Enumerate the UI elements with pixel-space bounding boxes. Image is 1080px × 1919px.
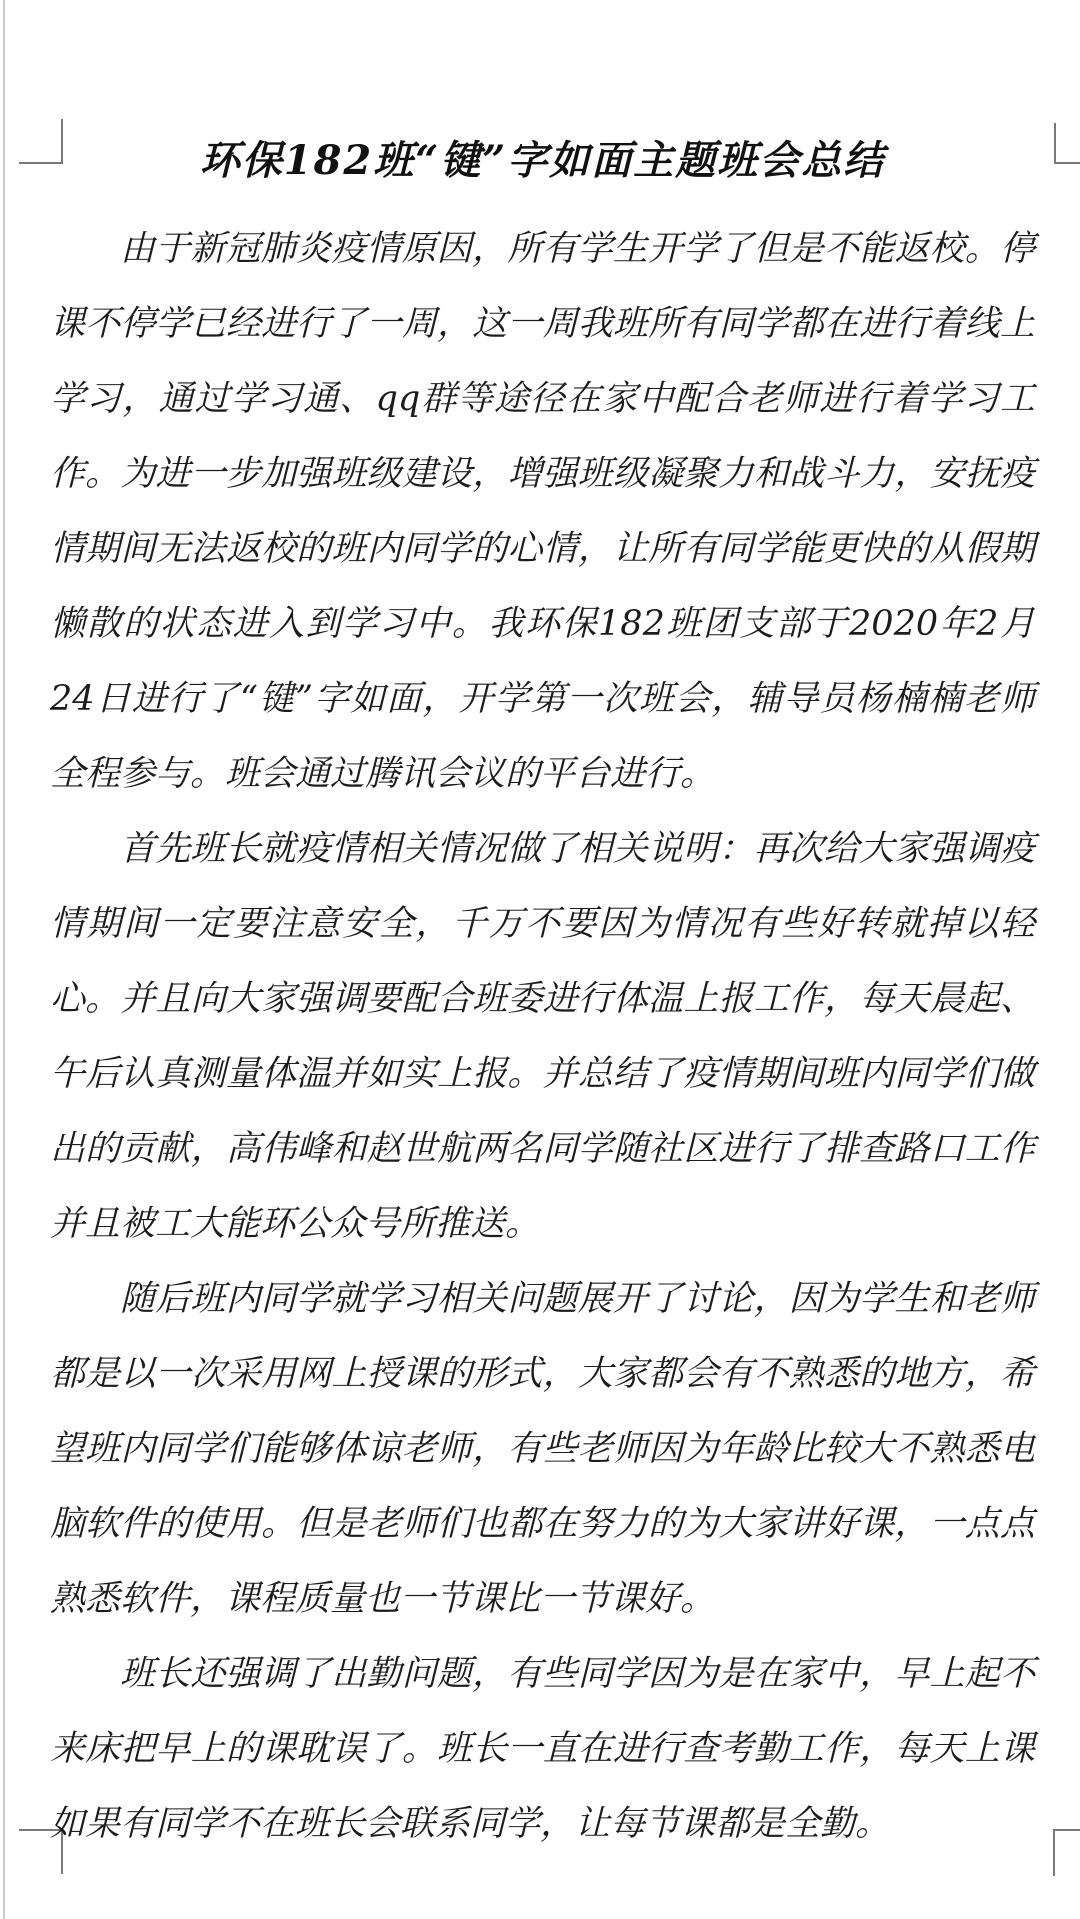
scan-edge-line bbox=[3, 0, 5, 1919]
paragraph-epidemic-briefing: 首先班长就疫情相关情况做了相关说明：再次给大家强调疫情期间一定要注意安全，千万不要因为情况有些好转就掉以轻心。并且向大家强调要配合班委进行体温上报工作，每天晨起、午后认真测量体温并如实上报。并总结了疫情期间班内同学们做出的贡献，高伟峰和赵世航两名同学随社区进行了排查路口工作并且被工大能环公众号所推送。 bbox=[50, 829, 1035, 1244]
document-title: 环保182班“键”字如面主题班会总结 bbox=[199, 137, 886, 184]
crop-mark-bottom-right bbox=[1053, 1829, 1080, 1876]
document-content bbox=[50, 132, 1035, 1862]
paragraph-attendance: 班长还强调了出勤问题，有些同学因为是在家中，早上起不来床把早上的课耽误了。班长一直在进行查考勤工作，每天上课如果有同学不在班长会联系同学，让每节课都是全勤。 bbox=[50, 1654, 1035, 1844]
paragraph-online-learning-discussion: 随后班内同学就学习相关问题展开了讨论，因为学生和老师都是以一次采用网上授课的形式，大家都会有不熟悉的地方，希望班内同学们能够体谅老师，有些老师因为年龄比较大不熟悉电脑软件的使用。但是老师们也都在努力的为大家讲好课，一点点熟悉软件，课程质量也一节课比一节课好。 bbox=[50, 1279, 1035, 1619]
crop-mark-top-right bbox=[1054, 123, 1080, 164]
paragraph-intro: 由于新冠肺炎疫情原因，所有学生开学了但是不能返校。停课不停学已经进行了一周，这一周我班所有同学都在进行着线上学习，通过学习通、qq群等途径在家中配合老师进行着学习工作。为进一步加强班级建设，增强班级凝聚力和战斗力，安抚疫情期间无法返校的班内同学的心情，让所有同学能更快的从假期懒散的状态进入到学习中。我环保182班团支部于2020年2月24日进行了“键”字如面，开学第一次班会，辅导员杨楠楠老师全程参与。班会通过腾讯会议的平台进行。 bbox=[50, 229, 1035, 794]
